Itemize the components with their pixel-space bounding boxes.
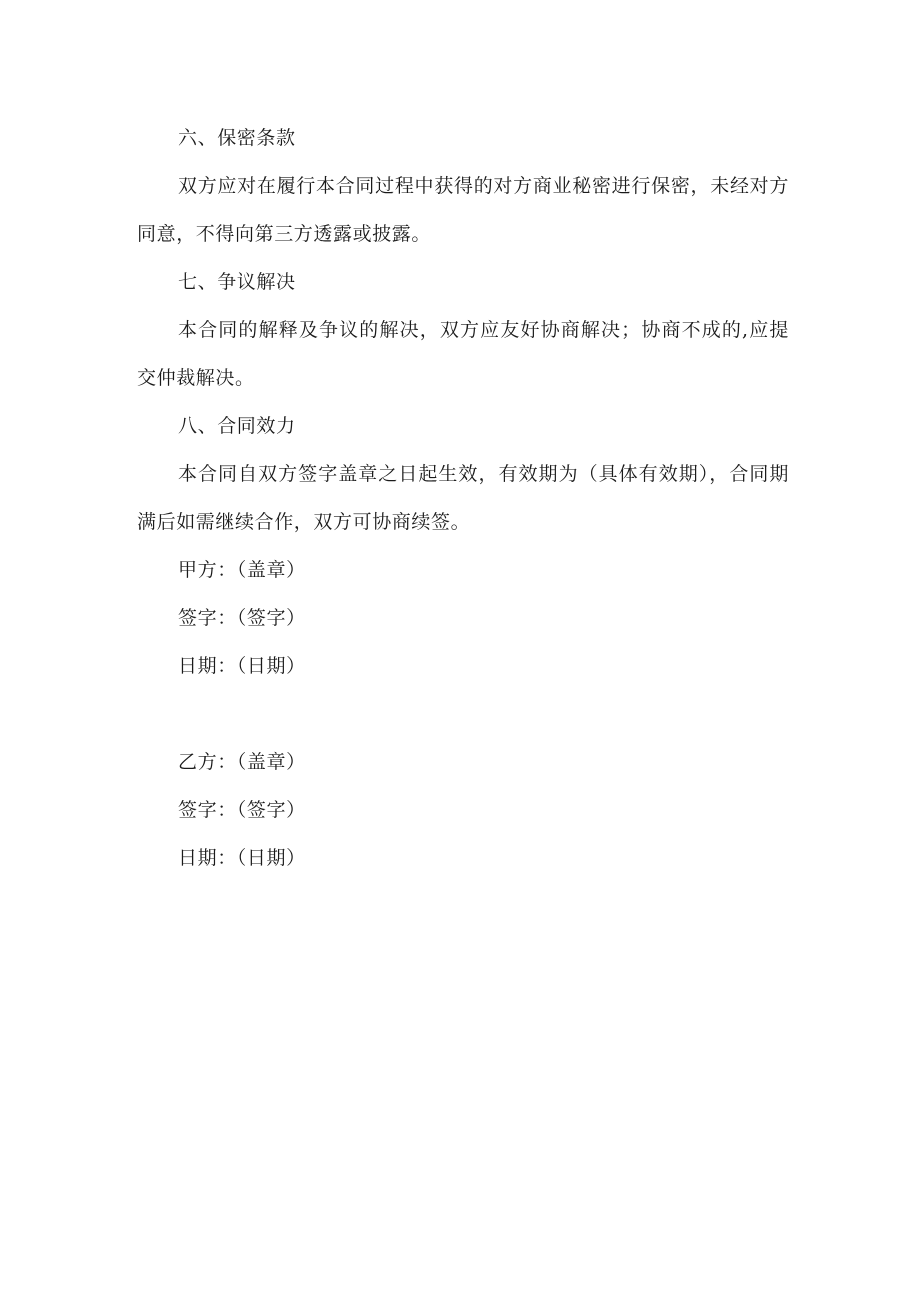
party-a-signature-block [137, 546, 789, 690]
section-heading-dispute-resolution: 七、争议解决 [178, 271, 296, 293]
signature-block-spacer [137, 690, 789, 738]
party-a-seal-line: 甲方：（盖章） [178, 559, 306, 581]
party-a-date-line: 日期：（日期） [178, 655, 306, 677]
party-b-date-line: 日期：（日期） [178, 847, 306, 869]
party-b-signature-block [137, 738, 789, 882]
section-heading-confidentiality: 六、保密条款 [178, 127, 296, 149]
document-content [137, 114, 789, 882]
section-body-contract-validity: 本合同自双方签字盖章之日起生效，有效期为（具体有效期），合同期满后如需继续合作，双方可协商续签。 [137, 463, 789, 533]
party-a-signature-line: 签字：（签字） [178, 607, 306, 629]
party-b-seal-line: 乙方：（盖章） [178, 751, 306, 773]
section-body-dispute-resolution: 本合同的解释及争议的解决，双方应友好协商解决；协商不成的,应提交仲裁解决。 [137, 319, 789, 389]
section-heading-contract-validity: 八、合同效力 [178, 415, 296, 437]
party-b-signature-line: 签字：（签字） [178, 799, 306, 821]
section-body-confidentiality: 双方应对在履行本合同过程中获得的对方商业秘密进行保密，未经对方同意，不得向第三方透露或披露。 [137, 175, 789, 245]
